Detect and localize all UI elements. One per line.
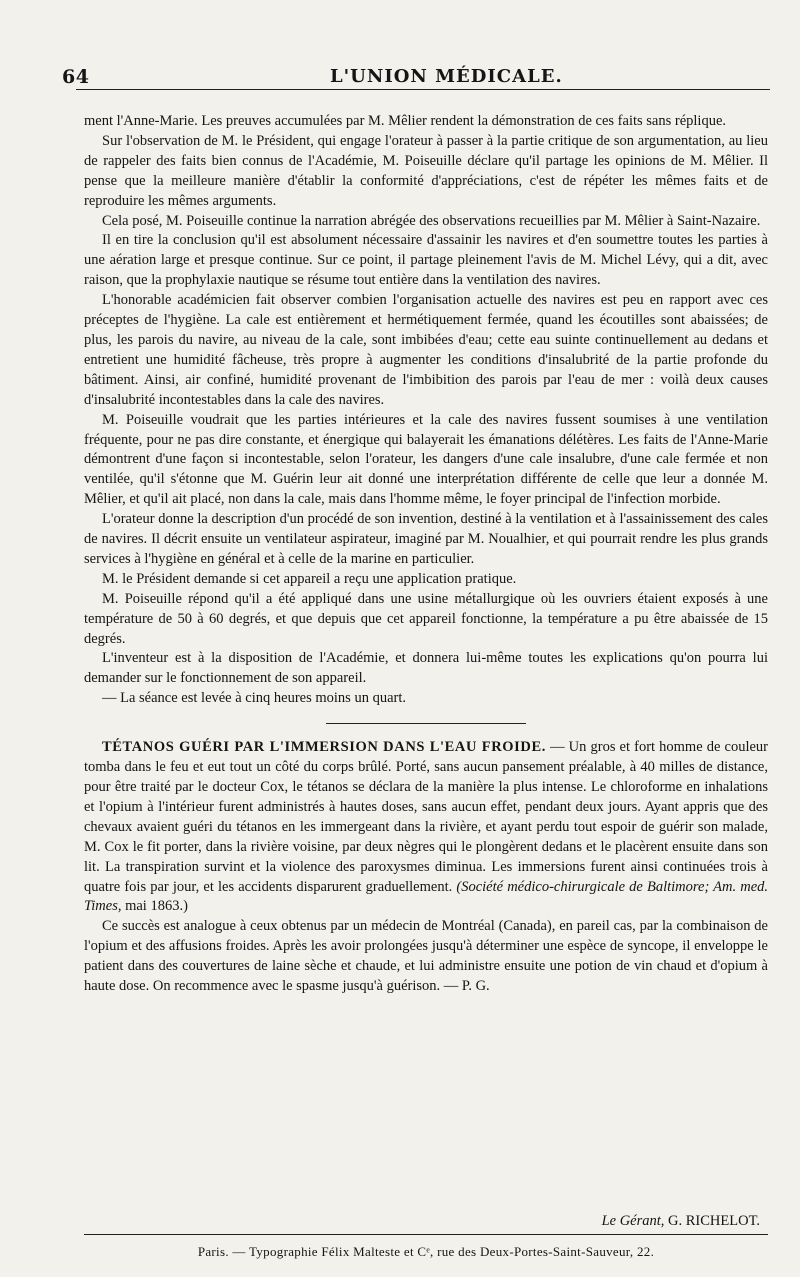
signature-name: G. RICHELOT.: [668, 1213, 760, 1229]
header-rule: [76, 89, 770, 90]
running-title: L'UNION MÉDICALE.: [330, 66, 563, 87]
section-headline: TÉTANOS GUÉRI PAR L'IMMERSION DANS L'EAU FROIDE.: [102, 739, 546, 756]
paragraph: L'orateur donne la description d'un procédé de son invention, destiné à la ventilation et à l'assainissement des cales de navires. Il décrit ensuite un ventilateur aspirateur, imaginé par M. Noualhier, et qui pourrait rendre les plus grands services à l'hygiène en général et à celle de la marine en particulier.: [84, 511, 768, 567]
paragraph: M. Poiseuille voudrait que les parties intérieures et la cale des navires fussent soumises à une ventilation fréquente, pour ne pas dire constante, et énergique qui balayerait les émanations délétères. Les faits de l'Anne-Marie démontrent d'une façon si incontestable, selon l'orateur, les dangers d'une cale insalubre, d'une cale fermée et non ventilée, qu'il s'étonne que M. Guérin leur ait donné une interprétation différente de celle que leur a donnée M. Mêlier, et qu'il ait placé, non dans la cale, mais dans l'homme même, le foyer principal de l'infection morbide.: [84, 411, 768, 508]
page-number: 64: [62, 66, 90, 88]
montreal-paragraph: Ce succès est analogue à ceux obtenus par un médecin de Montréal (Canada), en pareil cas, par la combinaison de l'opium et des affusions froides. Après les avoir prolongées jusqu'à déterminer une espèce de syncope, il enveloppe le patient dans des couvertures de laine sèche et chaude, et lui administre ensuite une potion de vin chaud et d'opium à haute dose. On recommence avec le spasme jusqu'à guérison. — P. G.: [84, 918, 768, 995]
signature: [602, 1213, 760, 1230]
page-header: [62, 60, 770, 94]
paragraph: Cela posé, M. Poiseuille continue la narration abrégée des observations recueillies par M. Mêlier à Saint-Nazaire.: [102, 212, 761, 229]
paragraph: Il en tire la conclusion qu'il est absolument nécessaire d'assainir les navires et d'en soumettre toutes les parties à une aération large et presque continue. Sur ce point, il partage pleinement l'avis de M. Michel Lévy, qui a dit, avec raison, que la prophylaxie nautique se résume tout entière dans la ventilation des navires.: [84, 232, 768, 289]
footer-rule: [84, 1234, 768, 1235]
paragraph: ment l'Anne-Marie. Les preuves accumulées par M. Mêlier rendent la démonstration de ces faits sans réplique.: [84, 113, 727, 129]
article-body: [84, 112, 768, 997]
closing-line: — La séance est levée à cinq heures moins un quart.: [102, 690, 406, 707]
paragraph: M. Poiseuille répond qu'il a été appliqué dans une usine métallurgique où les ouvriers étaient exposés à une température de 50 à 60 degrés, et que depuis que cet appareil fonctionne, la température a pu être abaissée de 15 degrés.: [84, 590, 768, 647]
source-citation: (Société médico-chirurgicale de Baltimore; Am. med. Times,: [84, 878, 768, 915]
tetanos-text: — Un gros et fort homme de couleur tomba dans le feu et eut tout un côté du corps brûlé. Porté, sans aucun pansement préalable, à 40 milles de distance, pour être traité par le docteur Cox, le tétanos se déclara de la manière la plus intense. Le chloroforme en inhalations et l'opium à l'intérieur furent administrés à hautes doses, sans aucun effet, pendant deux jours. Ayant appris que des chevaux avaient guéri du tétanos en les immergeant dans la rivière, et ayant perdu tout espoir de guérir son malade, M. Cox le fit porter, dans la rivière voisine, par deux nègres qui le plongèrent dedans et le placèrent ensuite dans son lit. La transpiration survint et la violence des paroxysmes diminua. Les immersions furent ainsi continuées trois à quatre fois par jour, et les accidents disparurent graduellement.: [84, 739, 768, 895]
signature-role: Le Gérant,: [601, 1213, 665, 1229]
section-divider: [326, 723, 526, 724]
paragraph: L'inventeur est à la disposition de l'Académie, et donnera lui-même toutes les explications qu'on pourra lui demander sur le fonctionnement de son appareil.: [84, 650, 768, 687]
paragraph: L'honorable académicien fait observer combien l'organisation actuelle des navires est peu en rapport avec ces préceptes de l'hygiène. La cale est entièrement et hermétiquement fermée, quand les écoutilles sont abaissées; de plus, les parois du navire, au niveau de la cale, sont imbibées d'eau; cette eau suinte continuellement au dedans et entretient une humidité fâcheuse, très propre à augmenter les conditions d'insalubrité de la partie profonde du bâtiment. Ainsi, air confiné, humidité provenant de l'imbibition des parois par l'eau de mer : voilà deux causes d'insalubrité incontestables dans la cale des navires.: [84, 292, 768, 408]
tetanos-paragraph: [84, 738, 768, 917]
paragraph: Sur l'observation de M. le Président, qui engage l'orateur à passer à la partie critique de son argumentation, au lieu de rappeler des faits bien connus de l'Académie, M. Poiseuille déclare qu'il partage les opinions de M. Mêlier. Il pense que la meilleure manière d'établir la conformité d'appréciations, c'est de répéter les mêmes faits et de reproduire les mêmes arguments.: [84, 132, 768, 209]
source-date: mai 1863.): [121, 898, 188, 915]
paragraph: M. le Président demande si cet appareil a reçu une application pratique.: [102, 570, 517, 587]
printer-imprint: Paris. — Typographie Félix Malteste et Cᵉ, rue des Deux-Portes-Saint-Sauveur, 22.: [197, 1244, 655, 1259]
